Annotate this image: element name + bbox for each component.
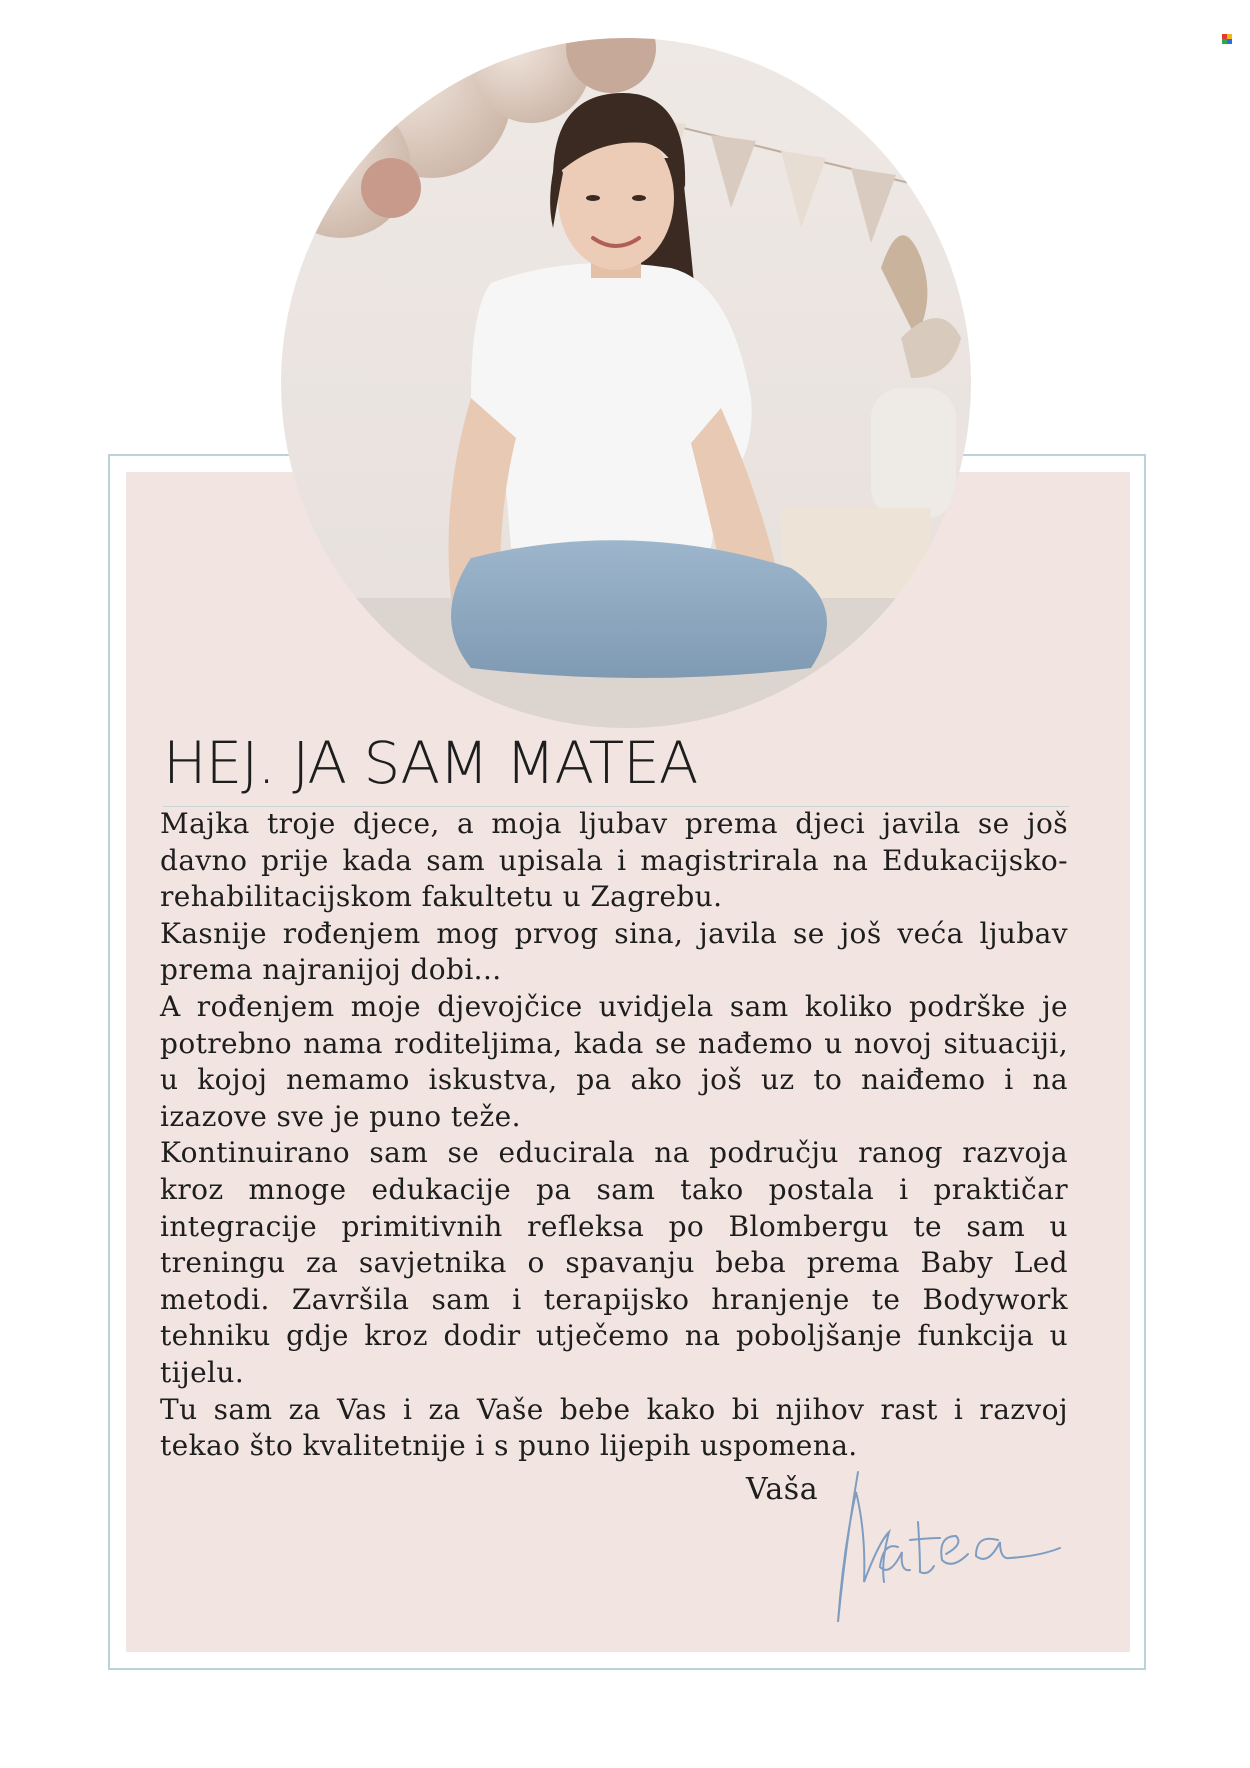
bio-text: [160, 806, 1068, 1465]
corner-logo-icon: [1222, 34, 1232, 44]
signoff-text: Vaša: [746, 1472, 819, 1507]
bio-paragraph-3: A rođenjem moje djevojčice uvidjela sam koliko podrške je potrebno nama roditeljima, kada se nađemo u novoj situaciji, u kojoj nemamo iskustva, pa ako još uz to naiđemo i na izazove sve je puno teže.: [160, 989, 1068, 1133]
bio-paragraph-1: Majka troje djece, a moja ljubav prema djeci javila se još davno prije kada sam upisala i magistrirala na Edukacijsko-rehabilitacijskom fakultetu u Zagrebu.: [160, 807, 1068, 914]
page-title: HEJ. JA SAM MATEA: [163, 729, 698, 797]
bio-paragraph-4: Kontinuirano sam se educirala na području ranog razvoja kroz mnoge edukacije pa sam tako postala i praktičar integracije primitivnih refleksa po Blombergu te sam u treningu za savjetnika o spavanju beba prema Baby Led metodi. Završila sam i terapijsko hranjenje te Bodywork tehniku gdje kroz dodir utječemo na poboljšanje funkcija u tijelu.: [160, 1136, 1068, 1389]
handwritten-signature: [828, 1462, 1068, 1632]
bio-paragraph-5: Tu sam za Vas i za Vaše bebe kako bi njihov rast i razvoj tekao što kvalitetnije i s puno lijepih uspomena.: [160, 1392, 1068, 1463]
bio-paragraph-2: Kasnije rođenjem mog prvog sina, javila se još veća ljubav prema najranijoj dobi...: [160, 916, 1068, 987]
portrait-photo: [281, 38, 971, 728]
